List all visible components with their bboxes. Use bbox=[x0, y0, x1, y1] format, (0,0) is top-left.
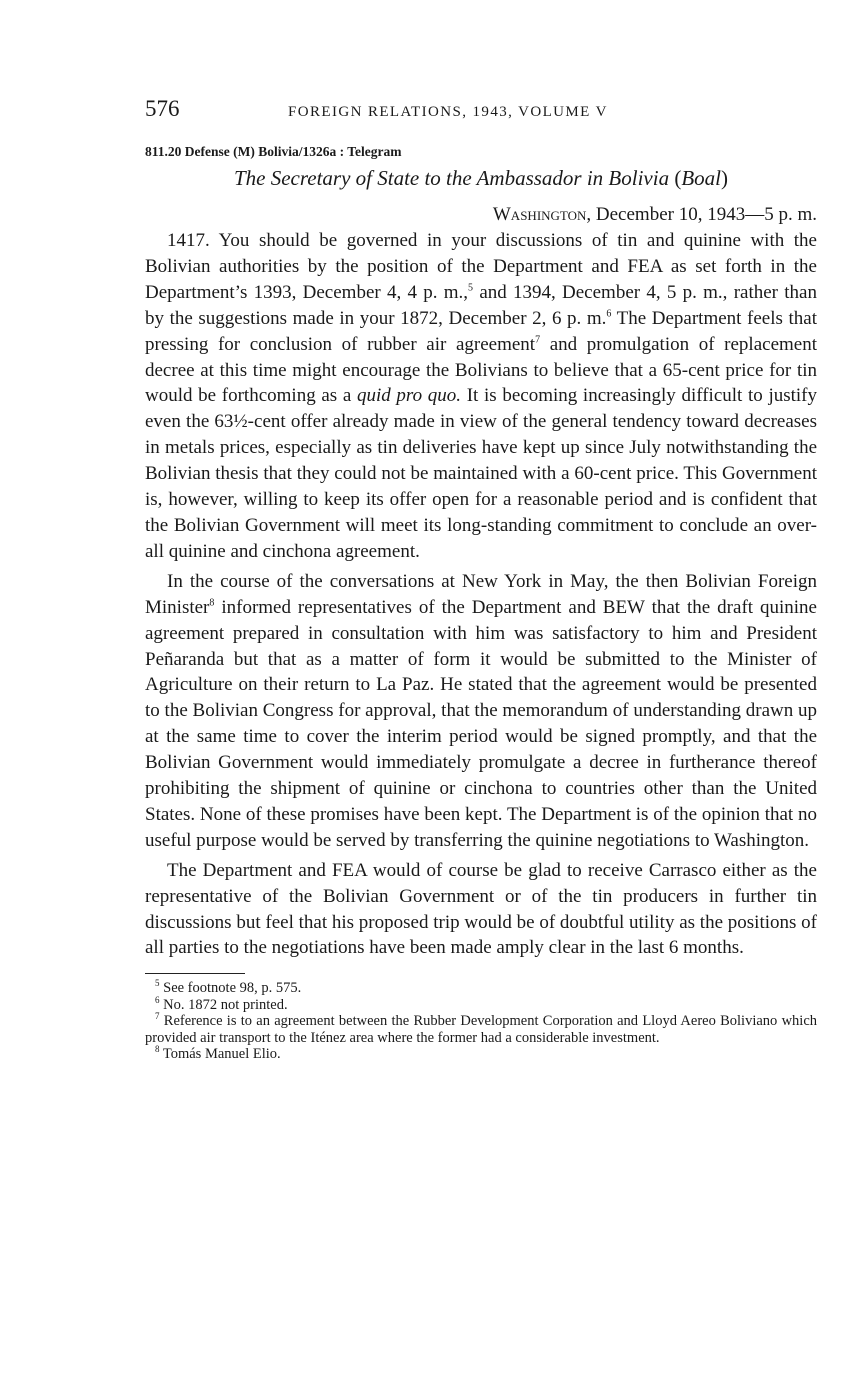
footnote-mark: 6 bbox=[155, 995, 160, 1006]
dateline-date: December 10, 1943—5 p. m. bbox=[595, 204, 817, 225]
footnote-text: No. 1872 not printed. bbox=[163, 996, 288, 1013]
paragraph-2 bbox=[145, 569, 817, 854]
footnote-8 bbox=[145, 1046, 817, 1063]
footnote-text: Reference is to an agreement between the Rubber Development Corporation and Lloyd Aereo Boliviano which provided air transport to the Iténez area where the former had a considerable investment. bbox=[145, 1013, 818, 1046]
footnote-mark: 8 bbox=[155, 1044, 160, 1055]
footnote-text: Tomás Manuel Elio. bbox=[162, 1046, 281, 1063]
document-title-main: The Secretary of State to the Ambassador in Bolivia bbox=[233, 166, 670, 190]
paragraph-1-text-d: and promulgation of replacement decree at this time might encourage the Bolivians to believe that a 65-cent price for tin would be forthcoming as a bbox=[145, 333, 818, 407]
recipient-name: Boal bbox=[681, 166, 722, 190]
footnote-text: See footnote 98, p. 575. bbox=[163, 980, 302, 997]
footnote-ref-6[interactable]: 6 bbox=[606, 308, 612, 320]
footnote-7 bbox=[145, 1013, 817, 1046]
paragraph-1-text-b: and 1394, December 4, 5 p. m., rather than by the suggestions made in your 1872, December 2, 6 p. m. bbox=[145, 281, 817, 329]
document-title-recipient: (Boal) bbox=[674, 166, 729, 190]
paragraph-1-italic: quid pro quo. bbox=[356, 385, 462, 407]
document-title bbox=[145, 164, 817, 192]
footnote-divider bbox=[145, 973, 245, 974]
dateline bbox=[145, 202, 817, 228]
running-head-title: FOREIGN RELATIONS, 1943, VOLUME V bbox=[288, 104, 608, 120]
telegram-body bbox=[145, 228, 817, 961]
paragraph-1 bbox=[145, 228, 817, 565]
paragraph-1-text-c: The Department feels that pressing for conclusion of rubber air agreement bbox=[145, 307, 817, 355]
footnote-ref-7[interactable]: 7 bbox=[535, 334, 541, 346]
page-number: 576 bbox=[145, 96, 180, 121]
document-page bbox=[145, 96, 817, 1063]
footnote-ref-5[interactable]: 5 bbox=[468, 282, 474, 294]
dateline-place: Washington, bbox=[492, 204, 592, 225]
footnote-6 bbox=[145, 997, 817, 1014]
paragraph-2-text-b: informed representatives of the Department and BEW that the draft quinine agreement prepared in consultation with him was satisfactory to him and President Peñaranda but that as a matter of form it would be submitted to the Minister of Agriculture on their return to La Paz. He stated that the agreement would be presented to the Bolivian Congress for approval, that the memorandum of understanding drawn up at the same time to cover the interim period would be signed promptly, and that the Bolivian Government would immediately promulgate a decree in furtherance thereof prohibiting the shipment of quinine or cinchona to countries other than the United States. None of these promises have been kept. The Department is of the opinion that no useful purpose would be served by transferring the quinine negotiations to Washington. bbox=[145, 596, 817, 851]
paragraph-3: The Department and FEA would of course be glad to receive Carrasco either as the representative of the Bolivian Government or of the tin producers in further tin discussions but feel that his proposed trip would be of doubtful utility as the positions of all parties to the negotiations have been made amply clear in the last 6 months. bbox=[145, 859, 817, 959]
paragraph-1-text-a: 1417. You should be governed in your discussions of tin and quinine with the Bolivian authorities by the position of the Department and FEA as set forth in the Department’s 1393, December 4, 4 p. m., bbox=[145, 230, 817, 303]
footnotes bbox=[145, 980, 817, 1063]
footnote-ref-8[interactable]: 8 bbox=[209, 597, 215, 609]
running-head bbox=[145, 96, 817, 130]
paragraph-2-text-a: In the course of the conversations at New York in May, the then Bolivian Foreign Minister bbox=[145, 570, 817, 618]
document-reference: 811.20 Defense (M) Bolivia/1326a : Telegram bbox=[145, 144, 402, 159]
footnote-mark: 7 bbox=[155, 1011, 160, 1022]
paragraph-1-text-e: It is becoming increasingly difficult to justify even the 63½-cent offer already made in view of the general tendency toward decreases in metals prices, especially as tin deliveries have kept up since July notwithstanding the Bolivian thesis that they could not be maintained with a 60-cent price. This Government is, however, willing to keep its offer open for a reasonable period and is confident that the Bolivian Government will meet its long-standing commitment to conclude an over-all quinine and cinchona agreement. bbox=[145, 385, 817, 562]
footnote-5 bbox=[145, 980, 817, 997]
footnote-mark: 5 bbox=[155, 978, 160, 989]
